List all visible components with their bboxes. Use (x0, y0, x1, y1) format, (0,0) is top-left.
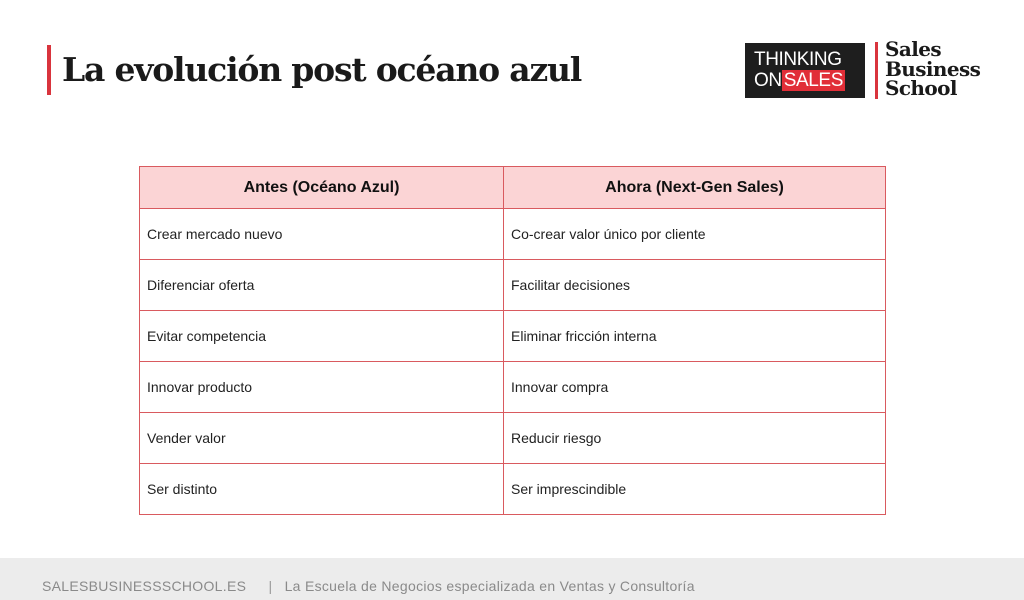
table-cell: Crear mercado nuevo (140, 209, 504, 260)
table-cell: Innovar compra (504, 362, 886, 413)
column-header-antes: Antes (Océano Azul) (140, 167, 504, 209)
footer-tagline: La Escuela de Negocios especializada en Ventas y Consultoría (284, 578, 695, 594)
logo-text-onsales (754, 70, 865, 91)
table-row (140, 362, 886, 413)
logo-text-business-word: Business (885, 56, 981, 81)
footer-separator: | (268, 578, 273, 594)
footer-bar (0, 558, 1024, 600)
title-accent-bar (47, 45, 51, 95)
table-cell: Diferenciar oferta (140, 260, 504, 311)
table-cell: Evitar competencia (140, 311, 504, 362)
table-row (140, 464, 886, 515)
table-row (140, 311, 886, 362)
table-row (140, 260, 886, 311)
table-header-row (140, 167, 886, 209)
table-cell: Ser distinto (140, 464, 504, 515)
table-cell: Ser imprescindible (504, 464, 886, 515)
sales-business-school-logo (885, 37, 981, 100)
logo-text-sales: SALES (783, 70, 843, 91)
table-cell: Eliminar fricción interna (504, 311, 886, 362)
logo-text-on: ON (754, 70, 782, 91)
table-row (140, 209, 886, 260)
footer-site-link[interactable]: SALESBUSINESSSCHOOL.ES (42, 578, 247, 594)
logo-text-thinking: THINKING (754, 49, 842, 70)
logo-text-school-word: School (885, 76, 957, 100)
page-title: La evolución post océano azul (62, 50, 582, 89)
thinking-on-sales-logo (745, 43, 865, 98)
table-cell: Co-crear valor único por cliente (504, 209, 886, 260)
logo-text-sales-word: Sales (885, 37, 941, 61)
table-cell: Reducir riesgo (504, 413, 886, 464)
logo-accent-bar (875, 42, 878, 99)
comparison-table (139, 166, 885, 515)
table-row (140, 413, 886, 464)
table-cell: Vender valor (140, 413, 504, 464)
column-header-ahora: Ahora (Next-Gen Sales) (504, 167, 886, 209)
table-cell: Innovar producto (140, 362, 504, 413)
table-cell: Facilitar decisiones (504, 260, 886, 311)
